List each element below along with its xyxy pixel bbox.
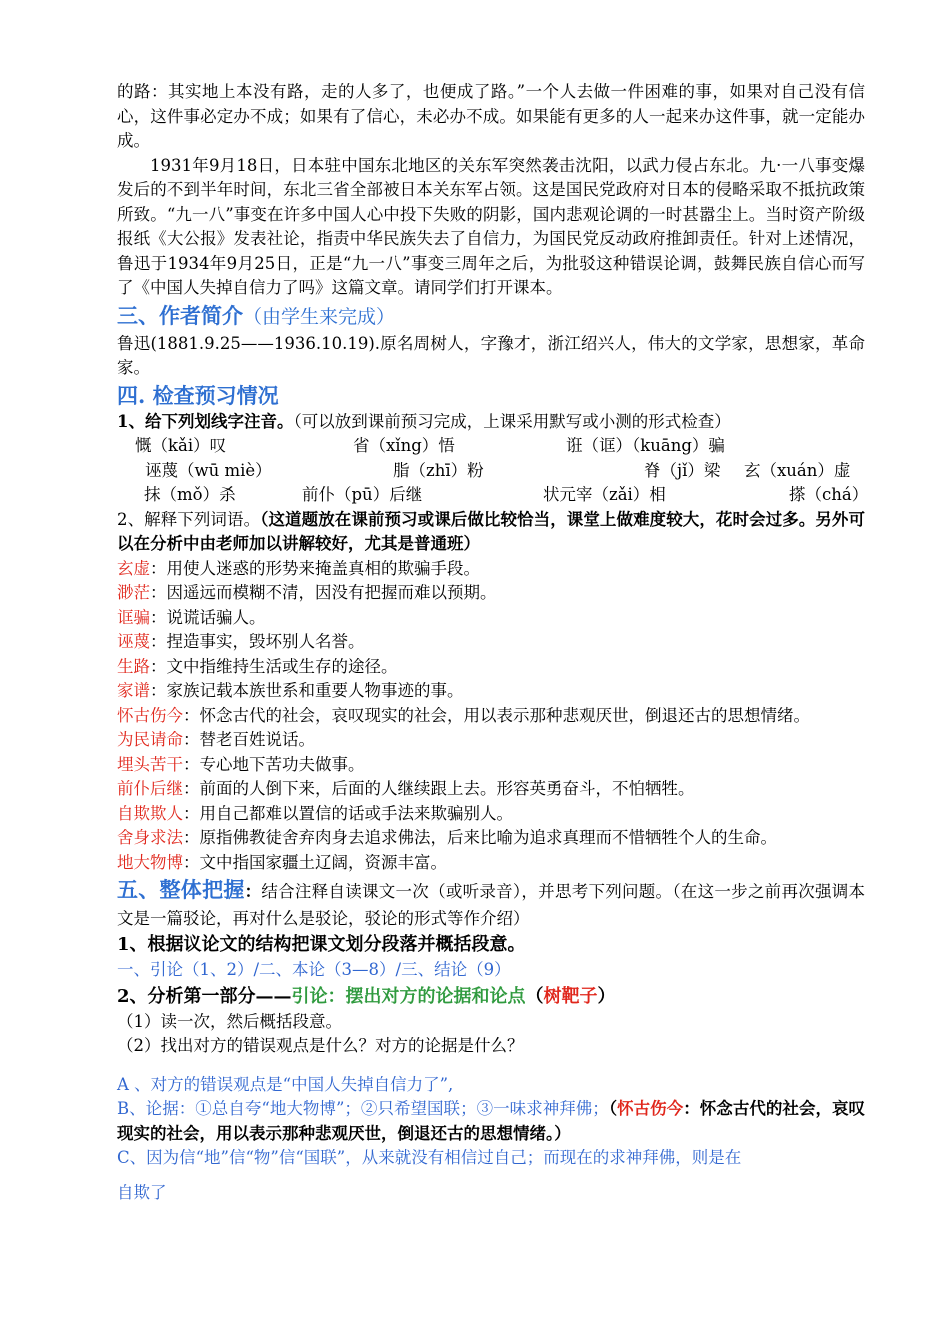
step-1: （1）读一次，然后概括段意。 [117, 1011, 342, 1031]
term-word: 诓骗 [117, 607, 150, 627]
term-definition: ：家族记载本族世系和重要人物事迹的事。 [150, 681, 464, 700]
term-item [117, 704, 865, 729]
term-word: 诬蔑 [117, 632, 150, 651]
term-item [117, 753, 865, 778]
pinyin-item: 省（xǐng）悟 [353, 436, 455, 455]
q2-close-paren: ） [597, 985, 616, 1007]
analysis-question-2 [117, 983, 865, 1010]
term-definition: ：前面的人倒下来，后面的人继续跟上去。形容英勇奋斗，不怕牺牲。 [183, 779, 695, 798]
term-word: 前仆后继 [117, 779, 183, 798]
author-intro: 鲁迅(1881.9.25——1936.10.19).原名周树人，字豫才，浙江绍兴人，伟大的文学家，思想家，革命家。 [117, 333, 865, 377]
answer-c-continued: 自欺了 [117, 1182, 167, 1202]
term-word: 玄虚 [117, 558, 150, 578]
term-item [117, 777, 865, 802]
q2-green-text: 引论：摆出对方的论据和论点 [291, 985, 526, 1007]
pinyin-item: 慨（kǎi）叹 [135, 436, 227, 455]
section-3-heading [117, 301, 865, 332]
pinyin-row-1 [117, 434, 865, 459]
pinyin-item: 脊（jǐ）梁 [644, 460, 721, 480]
pinyin-item: 脂（zhī）粉 [393, 460, 484, 480]
term-word: 怀古伤今 [117, 705, 183, 725]
question-1-title: 1、给下列划线字注音。 [117, 411, 294, 431]
term-definition: ：原指佛教徒舍弃肉身去追求佛法，后来比喻为追求真理而不惜牺牲个人的生命。 [183, 828, 777, 847]
term-list [117, 557, 865, 876]
q2-red-text: 树靶子 [543, 985, 598, 1007]
answer-b-blue: B、论据：①总自夸“地大物博”；②只希望国联；③一味求神拜佛； [117, 1099, 609, 1118]
term-word: 渺茫 [117, 583, 150, 602]
term-item [117, 802, 865, 827]
answer-c: C、因为信“地”信“物”信“国联”，从来就没有相信过自己；而现在的求神拜佛，则是在 [117, 1148, 742, 1167]
q2-open-paren: （ [525, 985, 544, 1007]
term-definition: ：用使人迷惑的形势来掩盖真相的欺骗手段。 [150, 558, 480, 578]
document-page [117, 80, 869, 1205]
question-2-title: 2、解释下列词语。 [117, 509, 261, 529]
term-definition: ：替老百姓说话。 [183, 730, 315, 749]
intro-paragraph-2: 1931年9月18日，日本驻中国东北地区的关东军突然袭击沈阳，以武力侵占东北。九·一八事变爆发后的不到半年时间，东北三省全部被日本关东军占领。这是国民党政府对日本的侵略采取不抵抗政策所致。“九一八”事变在许多中国人心中投下失败的阴影，国内悲观论调的一时甚嚣尘上。当时资产阶级报纸《大公报》发表社论，指责中华民族失去了自信力，为国民党反动政府推卸责任。针对上述情况，鲁迅于1934年9月25日，正是“九一八”事变三周年之后，为批驳这种错误论调，鼓舞民族自信心而写了《中国人失掉自信力了吗》这篇文章。请同学们打开课本。 [117, 155, 865, 297]
term-definition: ：专心地下苦功夫做事。 [183, 754, 365, 774]
pinyin-item: 诬蔑（wū miè） [145, 460, 272, 480]
section-5-desc: 结合注释自读课文一次（或听录音），并思考下列问题。（在这一步之前再次强调本文是一篇驳论，再对什么是驳论，驳论的形式等作介绍） [117, 882, 866, 928]
term-item [117, 679, 865, 704]
term-item [117, 606, 865, 631]
pinyin-row-2 [117, 459, 865, 484]
section-5-colon: ： [244, 882, 262, 901]
question-2 [117, 508, 865, 557]
term-item [117, 581, 865, 606]
intro-paragraph-1: 的路：其实地上本没有路，走的人多了，也便成了路。”一个人去做一件困难的事，如果对自己没有信心，这件事必定办不成；如果有了信心，未必办不成。如果能有更多的人一起来办这件事，就一定能办成。 [117, 82, 865, 150]
term-definition: ：文中指维持生活或生存的途径。 [150, 656, 398, 676]
term-definition: ：因遥远而模糊不清，因没有把握而难以预期。 [150, 583, 497, 602]
term-word: 自欺欺人 [117, 803, 183, 823]
question-1-note: （可以放到课前预习完成，上课采用默写或小测的形式检查） [293, 411, 731, 431]
term-item [117, 655, 865, 680]
term-word: 地大物博 [117, 852, 183, 872]
term-definition: ：捏造事实，毁坏别人名誉。 [150, 632, 365, 651]
pinyin-item: 搽（chá） [789, 485, 869, 504]
section-3-note: （由学生来完成） [243, 305, 396, 328]
term-definition: ：用自己都难以置信的话或手法来欺骗别人。 [183, 803, 513, 823]
answer-a: A 、对方的错误观点是“中国人失掉自信力了”, [117, 1074, 454, 1094]
term-item [117, 557, 865, 582]
term-word: 舍身求法 [117, 828, 183, 847]
term-word: 家谱 [117, 681, 150, 700]
term-word: 埋头苦干 [117, 754, 183, 774]
answer-b [117, 1097, 865, 1146]
pinyin-item: 玄（xuán）虚 [744, 460, 851, 480]
step-2: （2）找出对方的错误观点是什么？对方的论据是什么？ [117, 1036, 524, 1055]
term-word: 生路 [117, 656, 150, 676]
section-3-title: 三、作者简介 [117, 302, 243, 328]
section-5-heading-line [117, 875, 865, 932]
pinyin-item: 前仆（pū）后继 [302, 485, 423, 504]
question-1 [117, 410, 865, 435]
term-definition: ：怀念古代的社会，哀叹现实的社会，用以表示那种悲观厌世，倒退还古的思想情绪。 [183, 705, 810, 725]
term-item [117, 826, 865, 851]
answer-b-open: （ [608, 1099, 618, 1118]
pinyin-item: 抹（mǒ）杀 [144, 485, 236, 504]
section-5-title: 五、整体把握 [117, 877, 245, 902]
pinyin-item: 诳（诓）（kuāng）骗 [566, 436, 725, 455]
term-item [117, 630, 865, 655]
question-2-note: （这道题放在课前预习或课后做比较恰当，课堂上做难度较大，花时会过多。另外可以在分析中由老师加以讲解较好，尤其是普通班） [117, 509, 866, 553]
pinyin-item: 状元宰（zǎi）相 [543, 485, 666, 504]
section-4-heading: 四. 检查预习情况 [117, 382, 279, 408]
answer-b-rest: ：怀念古代的社会，哀叹现实的社会，用以表示那种悲观厌世，倒退还古的思想情绪。） [117, 1099, 866, 1143]
term-definition: ：说谎话骗人。 [150, 607, 266, 627]
q2-prefix: 2、分析第一部分—— [117, 985, 292, 1007]
term-item [117, 728, 865, 753]
analysis-question-1: 1、根据议论文的结构把课文划分段落并概括段意。 [117, 934, 526, 955]
answer-b-red: 怀古伤今 [617, 1099, 684, 1118]
pinyin-row-3 [117, 483, 869, 508]
term-word: 为民请命 [117, 730, 183, 749]
term-definition: ：文中指国家疆土辽阔，资源丰富。 [183, 852, 447, 872]
structure-answer: 一、引论（1、2）/二、本论（3—8）/三、结论（9） [117, 960, 511, 979]
term-item [117, 851, 865, 876]
